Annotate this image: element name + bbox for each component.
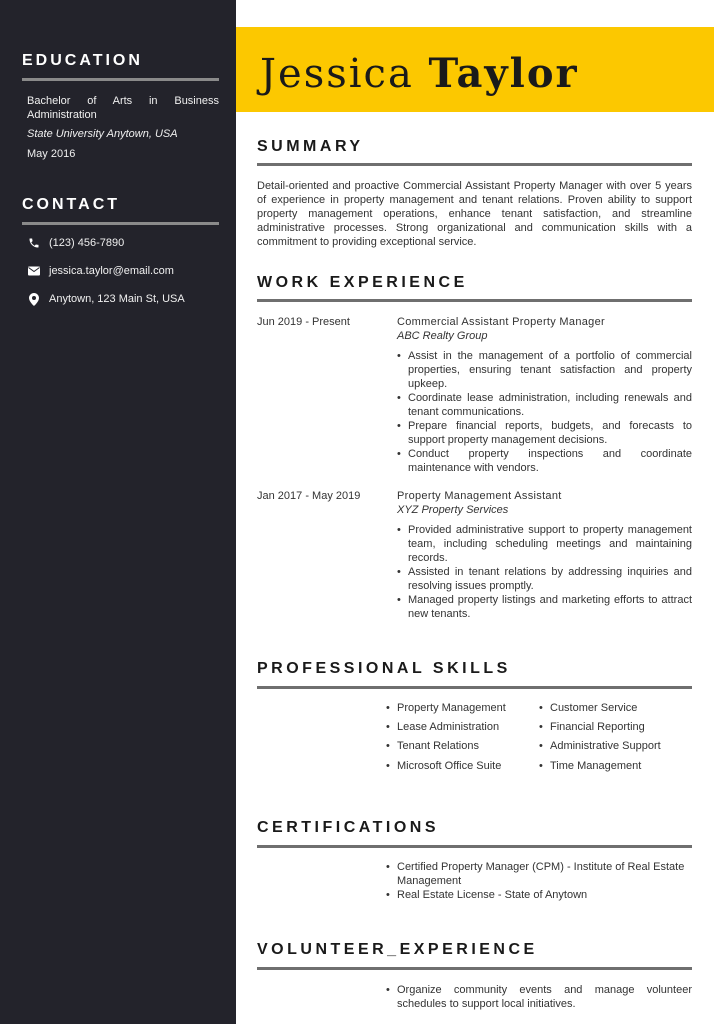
contact-email[interactable]: jessica.taylor@email.com: [49, 265, 174, 277]
job-bullets: [397, 523, 692, 621]
summary-heading: SUMMARY: [257, 138, 364, 155]
volunteer-heading: VOLUNTEER_EXPERIENCE: [257, 941, 538, 958]
skill-item: • Time Management: [539, 760, 641, 772]
skill-item: • Lease Administration: [386, 721, 499, 733]
list-item: • Real Estate License - State of Anytown: [386, 888, 692, 902]
education-date: May 2016: [27, 148, 76, 160]
skill-item: • Property Management: [386, 702, 506, 714]
skills-heading: PROFESSIONAL SKILLS: [257, 660, 511, 677]
location-pin-icon: [27, 292, 41, 306]
summary-divider: [257, 163, 692, 166]
list-item: • Certified Property Manager (CPM) - Institute of Real Estate Management: [386, 860, 692, 888]
certifications-list: [386, 860, 692, 902]
contact-email-row: [27, 264, 174, 278]
list-item: • Coordinate lease administration, including renewals and tenant communications.: [397, 391, 692, 419]
volunteer-divider: [257, 967, 692, 970]
sidebar: [0, 0, 236, 1024]
last-name: Taylor: [428, 50, 579, 97]
contact-divider: [22, 222, 219, 225]
work-heading: WORK EXPERIENCE: [257, 274, 468, 291]
list-item: • Prepare financial reports, budgets, and forecasts to support property management decisions.: [397, 419, 692, 447]
skill-item: • Microsoft Office Suite: [386, 760, 501, 772]
list-item: • Assist in the management of a portfolio of commercial properties, ensuring tenant satisfaction and property upkeep.: [397, 349, 692, 391]
job-date: Jan 2017 - May 2019: [257, 490, 361, 502]
list-item: • Organize community events and manage volunteer schedules to support local initiatives.: [386, 983, 692, 1011]
volunteer-list: [386, 983, 692, 1011]
skill-item: • Financial Reporting: [539, 721, 645, 733]
education-heading: EDUCATION: [22, 52, 143, 69]
job-date: Jun 2019 - Present: [257, 316, 350, 328]
education-divider: [22, 78, 219, 81]
education-degree: Bachelor of Arts in Business Administration: [27, 95, 219, 121]
contact-address-row: [27, 292, 185, 306]
phone-icon: [27, 236, 41, 250]
first-name: Jessica: [260, 51, 414, 97]
contact-address: Anytown, 123 Main St, USA: [49, 293, 185, 305]
list-item: • Conduct property inspections and coordinate maintenance with vendors.: [397, 447, 692, 475]
job-title: Property Management Assistant: [397, 490, 562, 502]
skills-divider: [257, 686, 692, 689]
skill-item: • Customer Service: [539, 702, 637, 714]
certifications-divider: [257, 845, 692, 848]
contact-heading: CONTACT: [22, 196, 121, 213]
job-company: ABC Realty Group: [397, 330, 488, 342]
job-bullets: [397, 349, 692, 475]
envelope-icon: [27, 264, 41, 278]
job-title: Commercial Assistant Property Manager: [397, 316, 605, 328]
education-school: State University Anytown, USA: [27, 128, 178, 140]
skill-item: • Tenant Relations: [386, 740, 479, 752]
contact-phone: (123) 456-7890: [49, 237, 125, 249]
skill-item: • Administrative Support: [539, 740, 661, 752]
work-divider: [257, 299, 692, 302]
contact-phone-row: [27, 236, 124, 250]
summary-text: Detail-oriented and proactive Commercial Assistant Property Manager with over 5 years of experience in property management and tenant relations. Proven ability to support property management operations, enhance tenant satisfaction, and streamline administrative processes. Strong organizational and communication skills with a commitment to providing exceptional service.: [257, 180, 692, 248]
job-company: XYZ Property Services: [397, 504, 509, 516]
list-item: • Assisted in tenant relations by addressing inquiries and resolving issues promptly.: [397, 565, 692, 593]
candidate-name: [260, 50, 579, 97]
list-item: • Provided administrative support to property management team, including scheduling meetings and maintaining records.: [397, 523, 692, 565]
list-item: • Managed property listings and marketing efforts to attract new tenants.: [397, 593, 692, 621]
certifications-heading: CERTIFICATIONS: [257, 819, 440, 836]
